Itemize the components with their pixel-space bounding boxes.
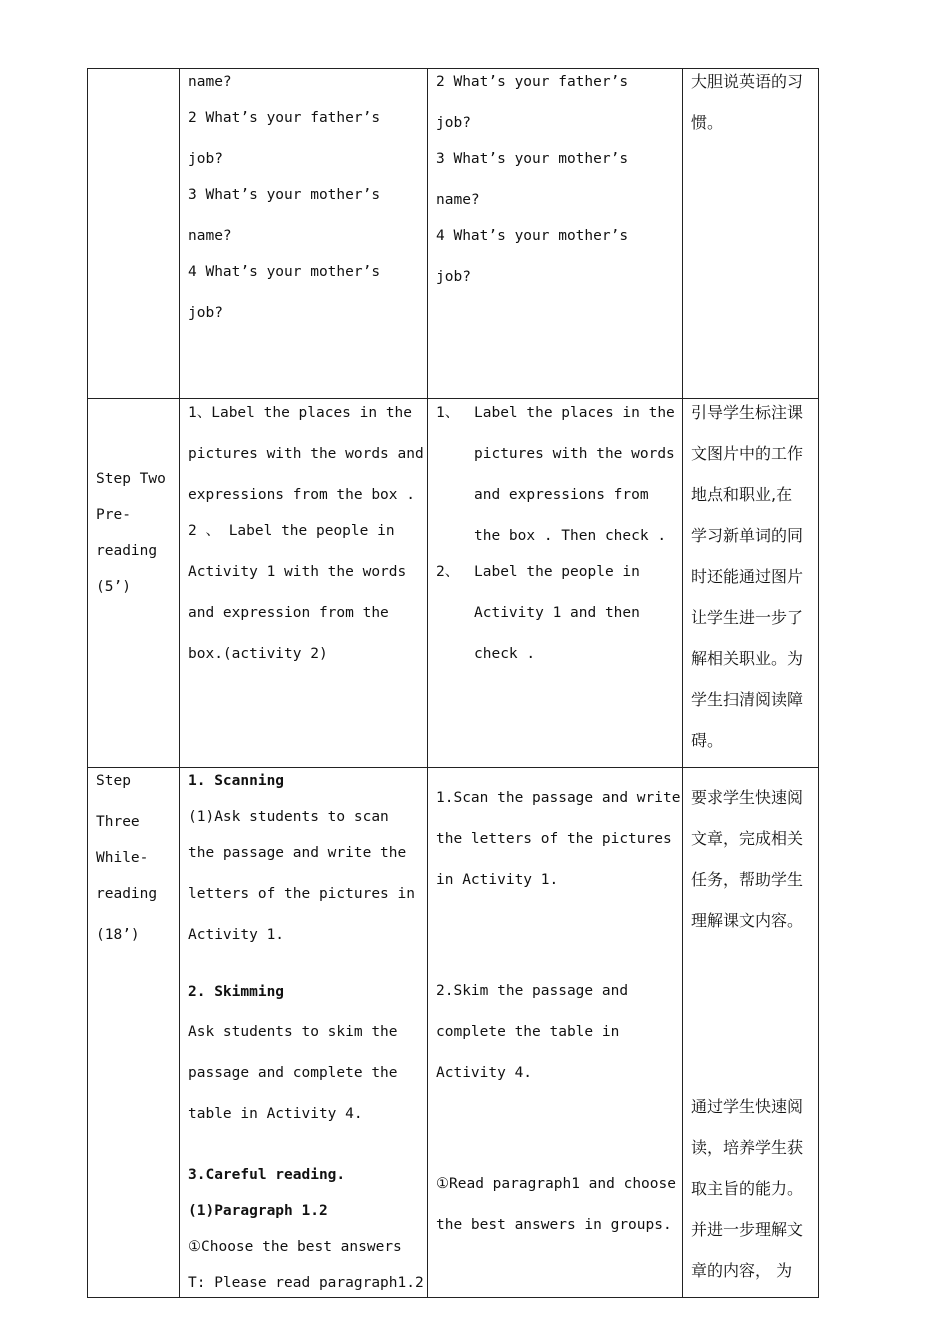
text-line: and expressions from [474,487,649,503]
section-heading: (1)Paragraph 1.2 [188,1203,328,1219]
text-line: 3 What’s your mother’s [436,151,629,167]
step-label: reading [96,886,158,902]
text-line: T: Please read paragraph1.2 [188,1275,424,1291]
step-label: reading [96,543,158,559]
text-line: name? [188,228,232,244]
text-line: 学习新单词的同 [691,526,804,545]
section-heading: 3.Careful reading. [188,1167,346,1183]
text-line: Activity 1. [188,927,285,943]
text-line: 文章，完成相关 [691,829,804,848]
text-line: letters of the pictures in [188,886,415,902]
text-line: table in Activity 4. [188,1106,363,1122]
text-line: pictures with the words and [188,446,424,462]
text-line: 大胆说英语的习 [691,72,804,91]
text-line: job? [436,269,471,285]
text-line: job? [188,151,223,167]
text-line: complete the table in [436,1024,620,1040]
text-line: 章的内容， 为 [691,1261,793,1280]
text-line: box.(activity 2) [188,646,328,662]
text-line: 4 What’s your mother’s [188,264,381,280]
step-label: Pre- [96,507,131,523]
text-line: the box . Then check . [474,528,667,544]
text-line: passage and complete the [188,1065,398,1081]
text-line: Activity 1 and then [474,605,640,621]
list-number: 1、 [436,405,460,421]
text-line: 通过学生快速阅 [691,1097,804,1116]
text-line: name? [436,192,480,208]
text-line: 2 、 Label the people in [188,523,395,539]
text-line: name? [188,74,232,90]
table-left-border [87,68,88,1298]
text-line: Label the places in the [474,405,675,421]
step-time: (5’) [96,579,131,595]
text-line: the passage and write the [188,845,407,861]
step-label: Step Two [96,471,166,487]
text-line: in Activity 1. [436,872,559,888]
text-line: 任务，帮助学生 [691,870,804,889]
text-line: ①Read paragraph1 and choose [436,1176,676,1192]
text-line: Label the people in [474,564,640,580]
text-line: 让学生进一步了 [691,608,804,627]
text-line: 2 What’s your father’s [188,110,381,126]
text-line: the best answers in groups. [436,1217,672,1233]
step-label: Three [96,814,140,830]
list-number: 2、 [436,564,460,580]
table-right-border [818,68,819,1298]
row-divider [87,767,819,768]
text-line: 要求学生快速阅 [691,788,804,807]
step-time: (18’) [96,927,140,943]
text-line: 取主旨的能力。 [691,1179,804,1198]
step-label: Step [96,773,131,789]
text-line: ①Choose the best answers [188,1239,402,1255]
text-line: Activity 1 with the words [188,564,407,580]
column-divider [179,68,180,1298]
column-divider [427,68,428,1298]
row-divider [87,398,819,399]
text-line: 读，培养学生获 [691,1138,804,1157]
text-line: 1、Label the places in the [188,405,413,421]
text-line: job? [436,115,471,131]
text-line: the letters of the pictures [436,831,672,847]
text-line: 引导学生标注课 [691,403,804,422]
text-line: 碍。 [691,731,724,750]
text-line: and expression from the [188,605,389,621]
step-label: While- [96,850,149,866]
section-heading: 1. Scanning [188,773,285,789]
text-line: 文图片中的工作 [691,444,804,463]
text-line: 4 What’s your mother’s [436,228,629,244]
text-line: (1)Ask students to scan [188,809,389,825]
table-bottom-border [87,1297,819,1298]
text-line: 3 What’s your mother’s [188,187,381,203]
text-line: 地点和职业,在 [691,485,793,504]
text-line: 时还能通过图片 [691,567,804,586]
text-line: Activity 4. [436,1065,533,1081]
text-line: 并进一步理解文 [691,1220,804,1239]
section-heading: 2. Skimming [188,984,285,1000]
text-line: expressions from the box . [188,487,415,503]
text-line: 解相关职业。为 [691,649,804,668]
text-line: 2.Skim the passage and [436,983,629,999]
text-line: 理解课文内容。 [691,911,804,930]
text-line: 2 What’s your father’s [436,74,629,90]
text-line: 学生扫清阅读障 [691,690,804,709]
text-line: pictures with the words [474,446,675,462]
column-divider [682,68,683,1298]
text-line: Ask students to skim the [188,1024,398,1040]
text-line: check . [474,646,536,662]
table-top-border [87,68,819,69]
text-line: 惯。 [691,113,724,132]
text-line: job? [188,305,223,321]
text-line: 1.Scan the passage and write [436,790,681,806]
